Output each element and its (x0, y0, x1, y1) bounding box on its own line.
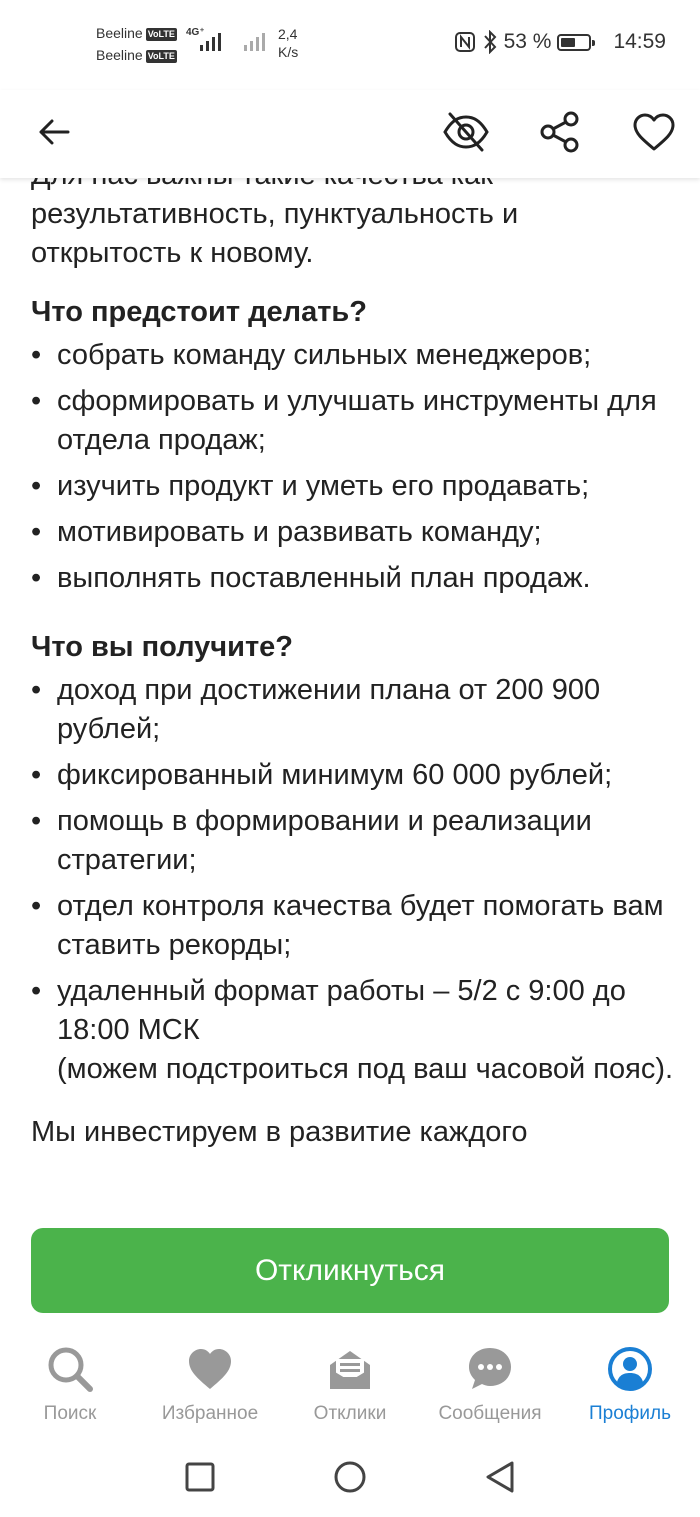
bluetooth-icon (482, 30, 498, 54)
benefit-schedule: удаленный формат работы – 5/2 с 9:00 до 18:00 МСК (57, 975, 626, 1046)
benefit-item: • фиксированный минимум 60 000 рублей; (31, 756, 676, 795)
benefit-item: • отдел контроля качества будет помогать вам ставить рекорды; (31, 887, 676, 965)
carrier-2-name: Beeline (96, 47, 143, 63)
nav-favorites[interactable] (140, 1335, 280, 1435)
tasks-list (31, 336, 676, 598)
heart-outline-icon (632, 112, 676, 152)
signal-icon (200, 31, 226, 51)
chat-icon (466, 1345, 514, 1393)
eye-off-icon (442, 112, 490, 152)
back-button[interactable] (22, 100, 86, 164)
benefit-timezone-note: (можем подстроиться под ваш часовой пояс). (57, 1053, 674, 1085)
search-icon (46, 1345, 94, 1393)
carrier-1 (96, 25, 177, 41)
nav-responses[interactable] (280, 1335, 420, 1435)
share-button[interactable] (528, 100, 592, 164)
intro-line: открытость к новому. (31, 237, 314, 269)
battery-icon (557, 34, 591, 51)
volte-badge-2: VoLTE (147, 50, 175, 61)
nav-label: Профиль (588, 1403, 672, 1424)
triangle-back-icon (484, 1460, 516, 1494)
nav-search[interactable] (0, 1335, 140, 1435)
home-button[interactable] (330, 1457, 370, 1497)
network-type: 4G⁺ (186, 27, 205, 38)
signal-2-icon (244, 31, 270, 51)
task-item: • сформировать и улучшать инструменты для отдела продаж; (31, 382, 676, 460)
tasks-heading: Что предстоит делать? (31, 296, 367, 328)
share-icon (538, 110, 582, 154)
task-item: • собрать команду сильных менеджеров; (31, 336, 676, 375)
nav-profile[interactable] (560, 1335, 700, 1435)
nav-label: Избранное (161, 1403, 259, 1424)
nav-label: Поиск (43, 1403, 97, 1424)
carrier-1-name: Beeline (96, 25, 143, 41)
favorite-button[interactable] (622, 100, 686, 164)
benefits-list (31, 671, 676, 1089)
status-right (454, 30, 666, 54)
vacancy-description (31, 156, 676, 1152)
benefit-item: • помощь в формировании и реализации стратегии; (31, 802, 676, 880)
nav-label: Сообщения (438, 1403, 542, 1424)
nav-label: Отклики (313, 1403, 387, 1424)
arrow-left-icon (36, 114, 72, 150)
nfc-icon (454, 31, 476, 53)
speed-value: 2,4 (278, 26, 298, 42)
bottom-navigation (0, 1335, 700, 1435)
status-bar (0, 0, 700, 90)
recents-button[interactable] (180, 1457, 220, 1497)
profile-icon (606, 1345, 654, 1393)
speed-unit: K/s (278, 44, 299, 60)
network-speed (278, 25, 298, 61)
responses-icon (326, 1345, 374, 1393)
intro-line: результативность, пунктуальность и (31, 198, 519, 230)
tail-paragraph: Мы инвестируем в развитие каждого (31, 1116, 528, 1148)
square-icon (185, 1462, 215, 1492)
benefit-item: • доход при достижении плана от 200 900 рублей; (31, 671, 676, 749)
benefits-heading: Что вы получите? (31, 631, 294, 663)
benefit-item (31, 972, 676, 1089)
volte-badge-1: VoLTE (147, 28, 175, 39)
circle-icon (333, 1460, 367, 1494)
task-item: • выполнять поставленный план продаж. (31, 559, 676, 598)
app-bar (0, 90, 700, 178)
battery-percent: 53 % (503, 30, 552, 53)
apply-button[interactable]: Откликнуться (31, 1228, 669, 1313)
heart-icon (186, 1345, 234, 1393)
task-item: • мотивировать и развивать команду; (31, 513, 676, 552)
nav-messages[interactable] (420, 1335, 560, 1435)
task-item: • изучить продукт и уметь его продавать; (31, 467, 676, 506)
hide-vacancy-button[interactable] (434, 100, 498, 164)
carrier-2 (96, 47, 177, 63)
system-navigation (0, 1435, 700, 1517)
clock: 14:59 (613, 30, 666, 53)
system-back-button[interactable] (480, 1457, 520, 1497)
